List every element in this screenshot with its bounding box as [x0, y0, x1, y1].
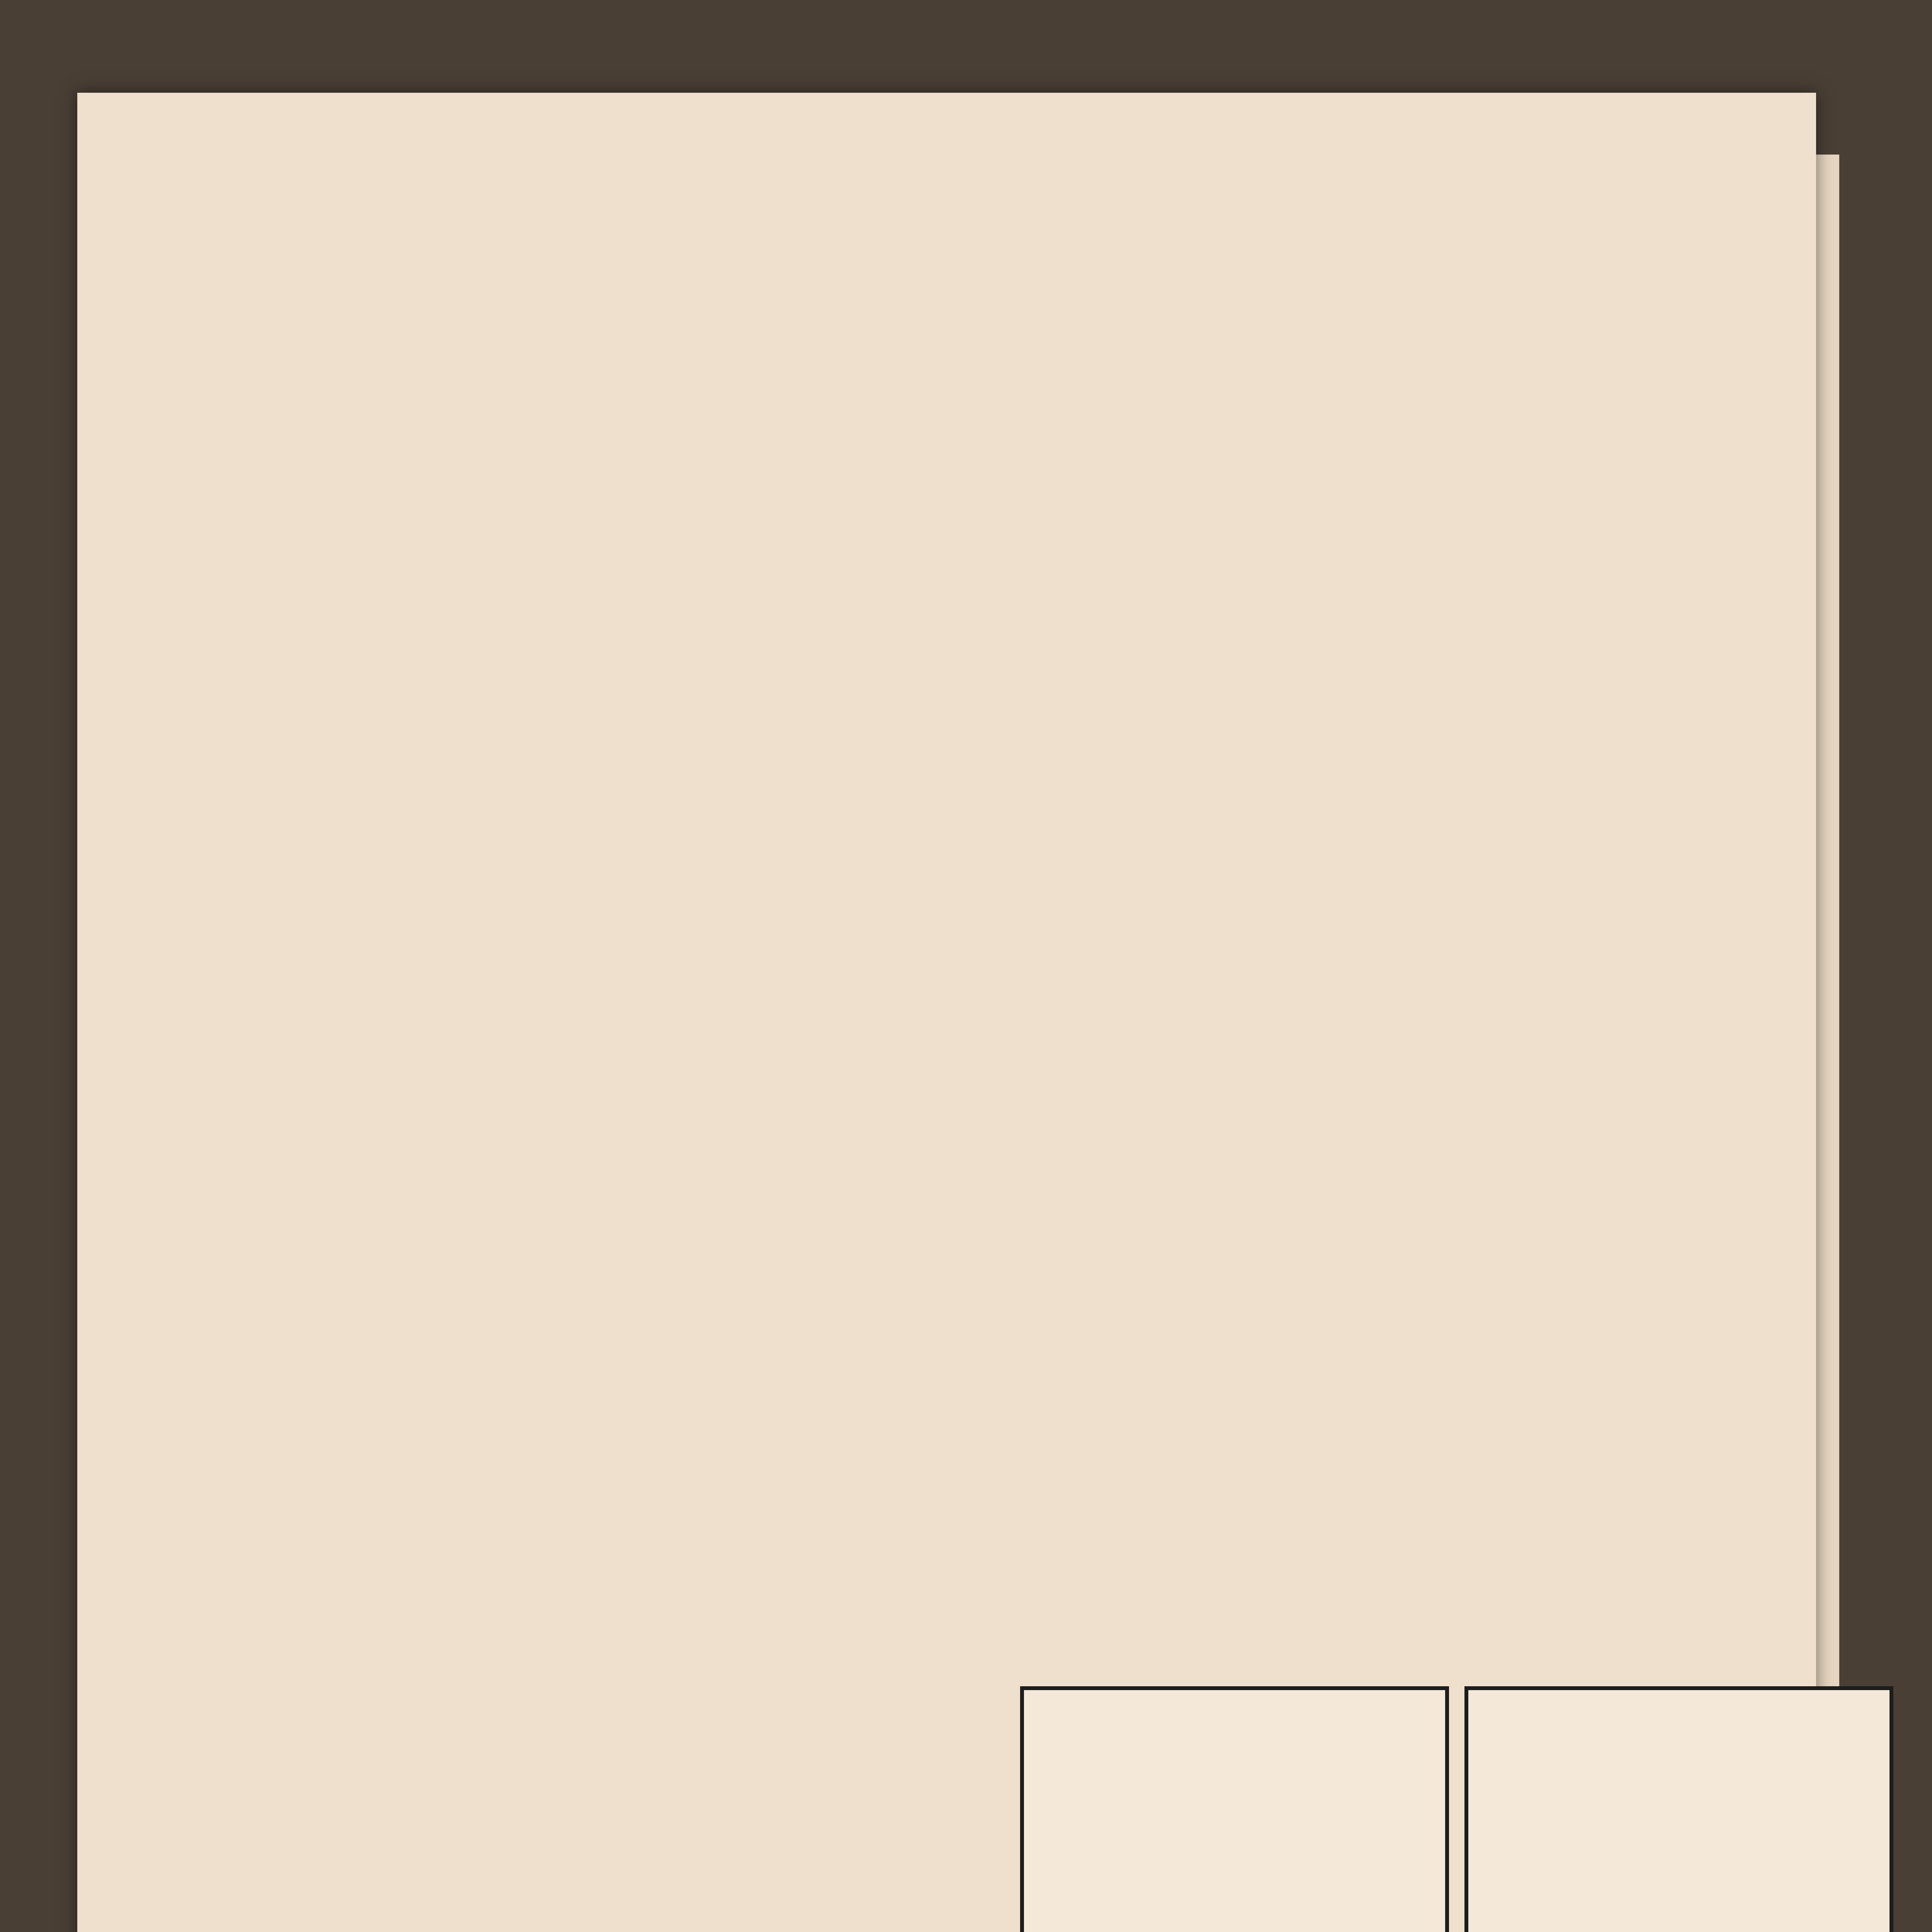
ad-park-andrew: [1020, 1686, 1449, 1932]
ad-dogwood-francis: [1464, 1686, 1893, 1932]
ads-grid: [131, 170, 1893, 1932]
page-content: [131, 147, 1893, 1932]
newspaper-sheet: [77, 93, 1816, 1932]
